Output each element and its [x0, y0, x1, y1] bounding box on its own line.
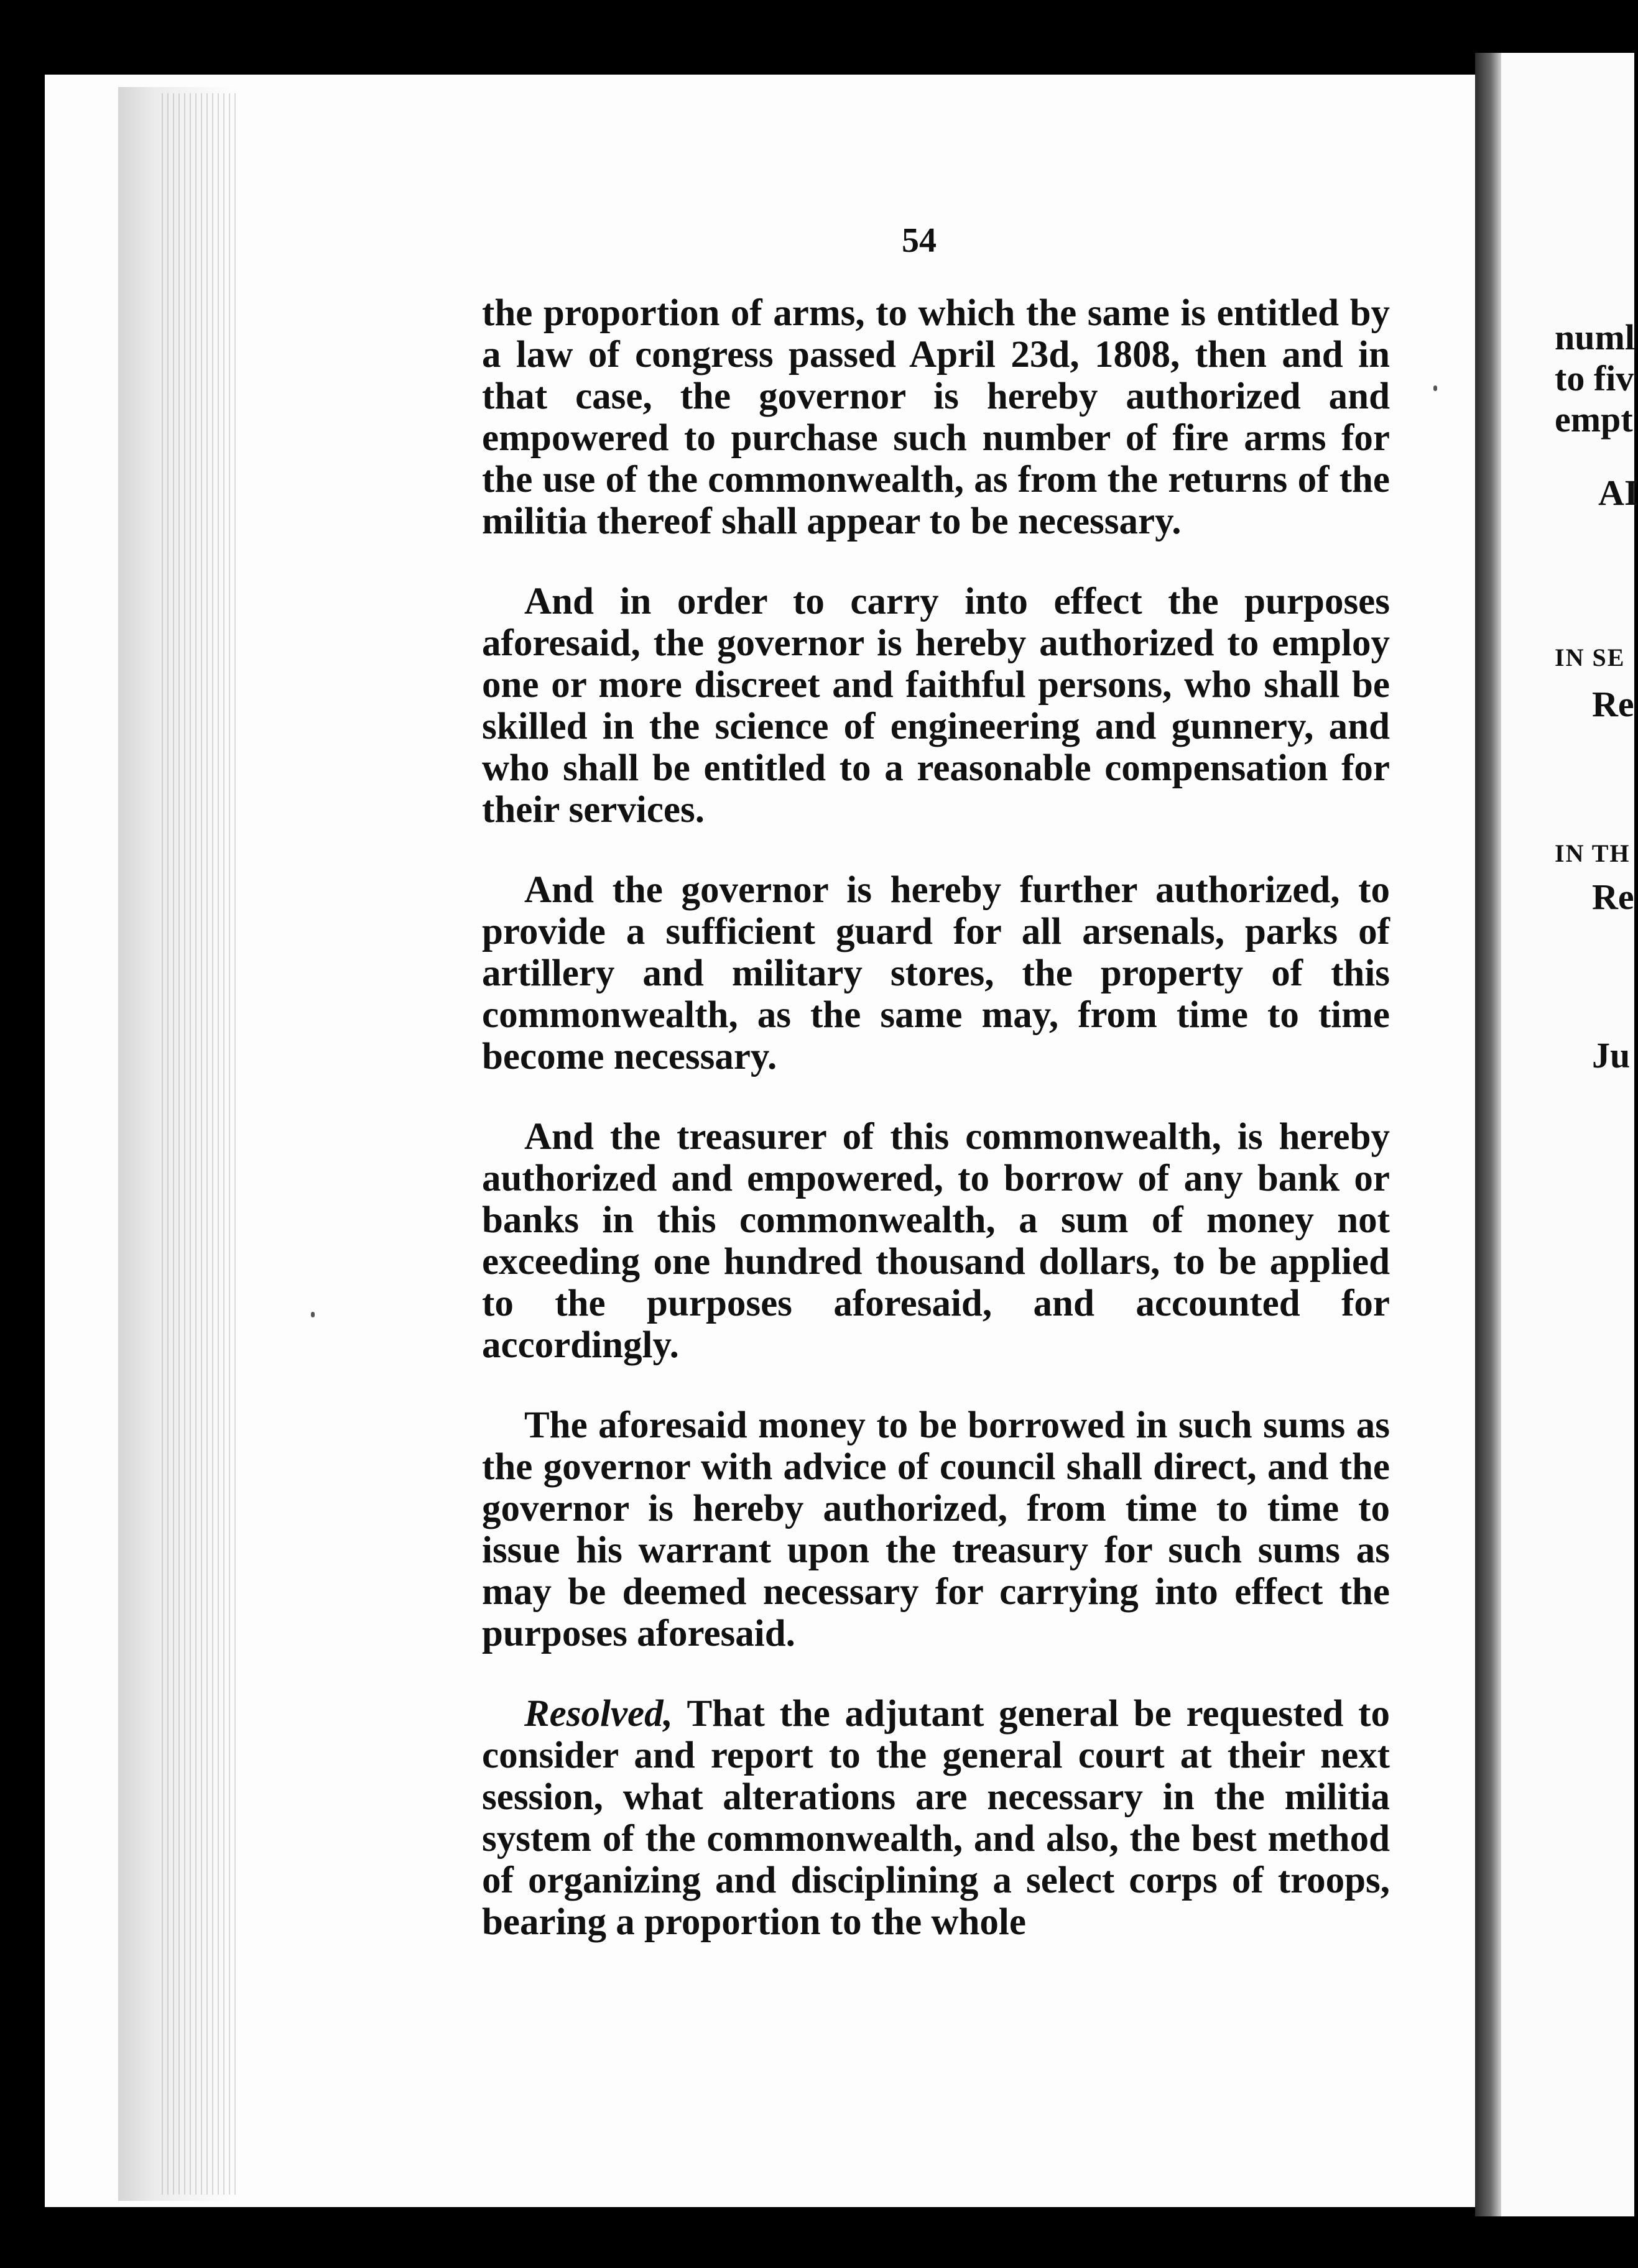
- paragraph-5-text: The aforesaid money to be borrowed in such sums as the governor with advice of council shall direct, and the governor is hereby authorized, from time to time to issue his warrant upon the treasury for such sums as may be deemed necessary for carrying into effect the purposes aforesaid.: [482, 1404, 1390, 1654]
- paragraph-2-text: And in order to carry into effect the purposes aforesaid, the governor is hereby authorized to employ one or more discreet and faithful persons, who shall be skilled in the science of engineering and gunnery, and who shall be entitled to a reasonable compensation for their services.: [482, 581, 1390, 831]
- right-page-line-3: empt: [1555, 399, 1633, 440]
- right-page-line-2: to fiv: [1555, 358, 1634, 399]
- paragraph-1: [482, 292, 1390, 542]
- right-page-line-4: AI: [1598, 472, 1638, 513]
- page-stack-edges: [162, 93, 236, 2195]
- scan-speck: [311, 1312, 315, 1317]
- paragraph-5: [482, 1404, 1390, 1654]
- body-text: [482, 218, 1390, 1943]
- right-page-line-5: IN SE: [1555, 643, 1626, 671]
- paragraph-6-lead: Resolved,: [524, 1693, 673, 1735]
- scan-speck: [1433, 385, 1437, 391]
- right-page-line-8: Re: [1592, 877, 1634, 917]
- paragraph-6-text: That the adjutant general be requested to consider and report to the general court at their next session, what alterations are necessary in the militia system of the commonwealth, and also, the best method of organizing and disciplining a select corps of troops, bearing a proportion to the whole: [482, 1693, 1390, 1943]
- page-number: 54: [902, 221, 937, 260]
- paragraph-1-text: the proportion of arms, to which the same is entitled by a law of congress passed April 23d, 1808, then and in that case, the governor is hereby authorized and empowered to purchase such number of fire arms for the use of the commonwealth, as from the returns of the militia thereof shall appear to be necessary.: [482, 292, 1390, 542]
- right-page-line-6: Re: [1592, 684, 1634, 724]
- paragraph-4: [482, 1116, 1390, 1366]
- paragraph-4-text: And the treasurer of this commonwealth, is hereby authorized and empowered, to borrow of any bank or banks in this commonwealth, a sum of money not exceeding one hundred thousand dollars, to be applied to the purposes aforesaid, and accounted for accordingly.: [482, 1116, 1390, 1366]
- paragraph-3-text: And the governor is hereby further authorized, to provide a sufficient guard for all arsenals, parks of artillery and military stores, the property of this commonwealth, as the same may, from time to time become necessary.: [482, 869, 1390, 1077]
- paragraph-6: [482, 1693, 1390, 1943]
- paragraph-3: [482, 869, 1390, 1077]
- right-page-fold: [1475, 53, 1501, 2216]
- right-page-line-7: IN TH: [1555, 839, 1631, 867]
- right-page-line-9: Ju: [1592, 1035, 1631, 1076]
- paragraph-2: [482, 581, 1390, 831]
- right-page-line-1: numl: [1555, 317, 1635, 357]
